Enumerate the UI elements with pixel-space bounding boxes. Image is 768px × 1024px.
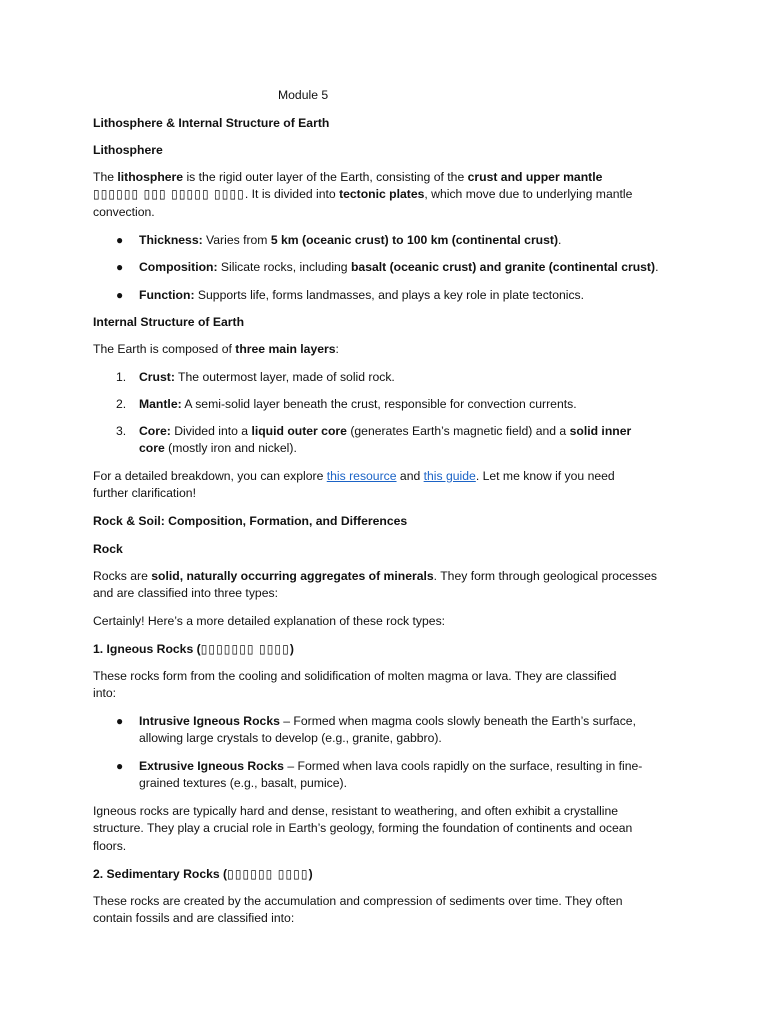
- bullet-icon: ●: [116, 714, 124, 728]
- missing-glyph-text: ▯▯▯▯▯▯▯ ▯▯▯▯: [200, 642, 290, 656]
- bold-span: basalt (oceanic crust) and granite (continental crust): [350, 260, 656, 274]
- list-item-line-1: [139, 713, 679, 730]
- bold-span: solid inner: [569, 424, 632, 438]
- certainly-paragraph: Certainly! Here’s a more detailed explanation of these rock types:: [93, 614, 446, 628]
- list-item: [139, 287, 679, 304]
- lithosphere-paragraph-line-2: [93, 186, 683, 203]
- text-span: 1. Igneous Rocks (: [93, 642, 201, 656]
- item-label: Extrusive Igneous Rocks: [139, 759, 284, 773]
- text-span: The outermost layer, made of solid rock.: [174, 370, 395, 384]
- igneous-summary-line-2: structure. They play a crucial role in Earth’s geology, forming the foundation of continents and ocean: [93, 821, 633, 836]
- text-span: . It is divided into: [244, 187, 340, 202]
- text-span: :: [335, 342, 339, 356]
- text-span: A semi-solid layer beneath the crust, responsible for convection currents.: [181, 397, 577, 411]
- sedimentary-intro: [93, 893, 683, 928]
- item-label: Core:: [139, 424, 171, 438]
- text-span: .: [558, 233, 562, 247]
- list-item: [139, 369, 679, 386]
- text-span: . They form through geological processes: [433, 569, 658, 583]
- list-item-line-1: [139, 423, 679, 440]
- text-span: Supports life, forms landmasses, and plays a key role in plate tectonics.: [194, 288, 585, 302]
- item-label: Composition:: [139, 260, 218, 274]
- section-heading-lithosphere: Lithosphere: [93, 143, 163, 157]
- bold-span: solid, naturally occurring aggregates of minerals: [151, 569, 434, 583]
- this-resource-link[interactable]: this resource: [326, 469, 397, 483]
- text-span: Rocks are: [93, 569, 152, 583]
- igneous-heading: [93, 641, 683, 658]
- igneous-summary-line-3: floors.: [93, 838, 127, 853]
- text-span: Varies from: [202, 233, 271, 247]
- list-item-line-2: [139, 440, 679, 457]
- section-heading-rock: Rock: [93, 542, 123, 556]
- bullet-icon: ●: [116, 233, 124, 247]
- bullet-icon: ●: [116, 288, 124, 302]
- this-guide-link[interactable]: this guide: [423, 469, 476, 483]
- text-span: is the rigid outer layer of the Earth, consisting of the: [183, 170, 468, 184]
- list-item: [139, 713, 679, 748]
- text-span: . Let me know if you need: [475, 469, 615, 483]
- text-span: ): [289, 642, 294, 656]
- igneous-summary-line-1: Igneous rocks are typically hard and dense, resistant to weathering, and often exhibit a crystalline: [93, 804, 619, 818]
- missing-glyph-text: ▯▯▯▯▯▯ ▯▯▯▯: [227, 867, 309, 881]
- item-label: Function:: [139, 288, 195, 302]
- rocks-paragraph-line-2: and are classified into three types:: [93, 586, 278, 601]
- bullet-icon: ●: [116, 759, 124, 773]
- text-span: – Formed when lava cools rapidly on the surface, resulting in fine-: [283, 759, 643, 773]
- main-heading: Lithosphere & Internal Structure of Earth: [93, 116, 330, 130]
- text-span: Silicate rocks, including: [217, 260, 351, 274]
- rocks-paragraph-line-1: [93, 568, 683, 585]
- list-item: [139, 232, 679, 249]
- breakdown-line-2: further clarification!: [93, 486, 196, 501]
- section-heading-internal-structure: Internal Structure of Earth: [93, 315, 245, 329]
- list-item: [139, 259, 679, 276]
- item-label: Thickness:: [139, 233, 203, 247]
- item-label: Mantle:: [139, 397, 182, 411]
- bold-span: 5 km (oceanic crust) to 100 km (continental crust): [270, 233, 559, 247]
- list-item-line-2: grained textures (e.g., basalt, pumice).: [139, 776, 347, 791]
- item-label: Crust:: [139, 370, 175, 384]
- bold-span: liquid outer core: [251, 424, 347, 438]
- list-item: [139, 396, 679, 413]
- bullet-icon: ●: [116, 260, 124, 274]
- lithosphere-paragraph: [93, 169, 683, 221]
- breakdown-line-1: [93, 468, 683, 485]
- sedimentary-intro-line-2: contain fossils and are classified into:: [93, 911, 295, 926]
- bold-span: crust and upper mantle: [467, 170, 603, 184]
- rocks-paragraph: [93, 568, 683, 603]
- section-heading-rock-soil: Rock & Soil: Composition, Formation, and Differences: [93, 514, 408, 528]
- bold-span: core: [139, 441, 165, 456]
- lithosphere-paragraph-line-1: [93, 169, 683, 186]
- text-span: – Formed when magma cools slowly beneath the Earth’s surface,: [279, 714, 636, 728]
- text-span: (mostly iron and nickel).: [164, 441, 297, 456]
- text-span: 2. Sedimentary Rocks (: [93, 867, 228, 881]
- text-span: For a detailed breakdown, you can explore: [93, 469, 327, 483]
- igneous-summary: [93, 803, 683, 855]
- list-number: 1.: [116, 370, 127, 384]
- list-item: [139, 423, 679, 458]
- igneous-intro: [93, 668, 683, 703]
- list-item: [139, 758, 679, 793]
- text-span: The Earth is composed of: [93, 342, 236, 356]
- lithosphere-paragraph-line-3: convection.: [93, 204, 155, 219]
- text-span: (generates Earth’s magnetic field) and a: [346, 424, 570, 438]
- text-span: ): [308, 867, 313, 881]
- text-span: and: [396, 469, 424, 483]
- breakdown-paragraph: [93, 468, 683, 503]
- list-item-line-2: allowing large crystals to develop (e.g., granite, gabbro).: [139, 731, 442, 746]
- text-span: , which move due to underlying mantle: [424, 187, 633, 202]
- text-span: Divided into a: [170, 424, 252, 438]
- item-label: Intrusive Igneous Rocks: [139, 714, 280, 728]
- text-span: The: [93, 170, 118, 184]
- sedimentary-intro-line-1: These rocks are created by the accumulation and compression of sediments over time. They often: [93, 894, 623, 908]
- list-number: 3.: [116, 424, 127, 438]
- module-title: Module 5: [278, 88, 329, 102]
- list-item-line-1: [139, 758, 679, 775]
- bold-span: lithosphere: [117, 170, 184, 184]
- bold-span: tectonic plates: [339, 187, 425, 202]
- igneous-intro-line-1: These rocks form from the cooling and solidification of molten magma or lava. They are classified: [93, 669, 617, 683]
- text-span: .: [655, 260, 659, 274]
- missing-glyph-text: ▯▯▯▯▯▯ ▯▯▯ ▯▯▯▯▯ ▯▯▯▯: [93, 187, 245, 202]
- list-number: 2.: [116, 397, 127, 411]
- igneous-intro-line-2: into:: [93, 686, 117, 701]
- bold-span: three main layers: [235, 342, 336, 356]
- sedimentary-heading: [93, 866, 683, 883]
- internal-intro: [93, 341, 683, 358]
